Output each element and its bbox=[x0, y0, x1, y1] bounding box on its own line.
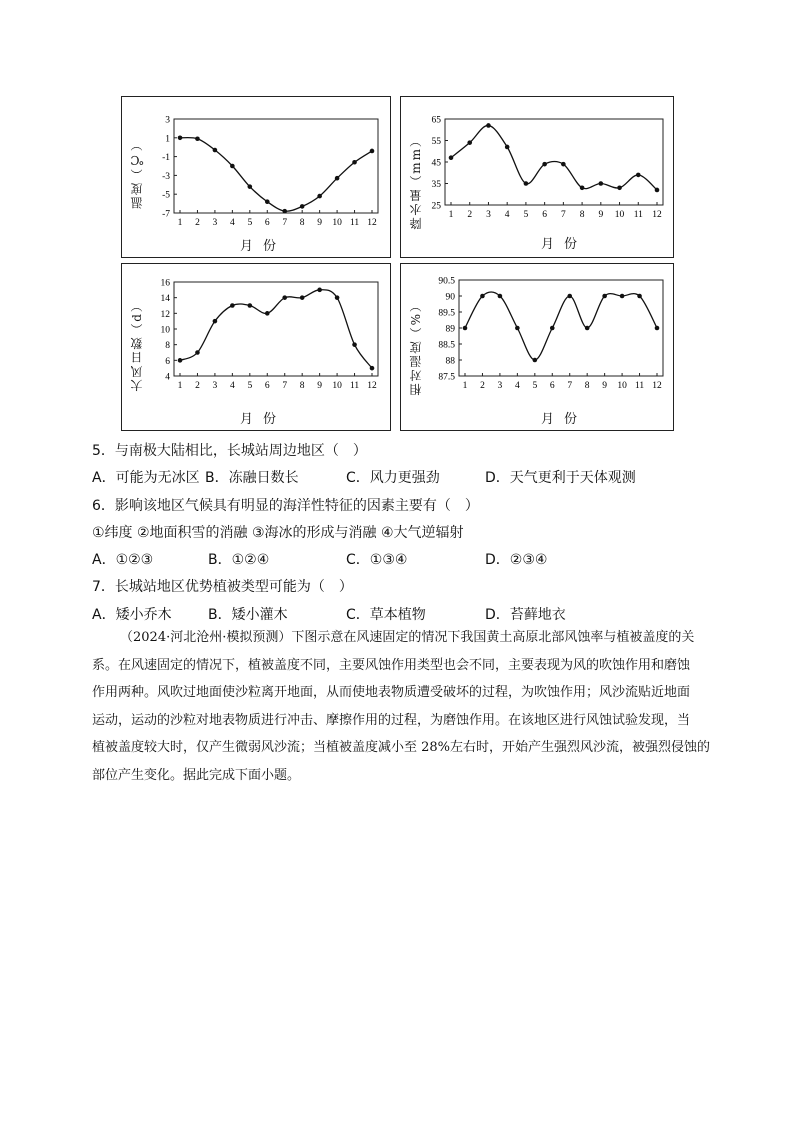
x-tick-label: 11 bbox=[349, 218, 360, 228]
data-point bbox=[230, 303, 235, 308]
x-tick-label: 6 bbox=[264, 381, 270, 391]
x-tick-label: 11 bbox=[633, 210, 643, 220]
y-tick-label: 90 bbox=[445, 292, 455, 303]
question-5-option-c[interactable]: C．风力更强劲 bbox=[346, 470, 440, 486]
series-line bbox=[180, 290, 372, 368]
y-tick-label: 89 bbox=[445, 324, 455, 335]
data-point bbox=[213, 319, 218, 324]
passage-line: 作用两种。风吹过地面使沙粒离开地面，从而使地表物质遭受破坏的过程，为吹蚀作用；风沙流贴近地面 bbox=[92, 685, 691, 700]
x-tick-label: 1 bbox=[462, 381, 468, 391]
series-line bbox=[451, 125, 657, 190]
x-tick-label: 5 bbox=[532, 381, 538, 391]
x-tick-label: 9 bbox=[598, 210, 604, 220]
humidity-x-axis-label: 月份 bbox=[541, 412, 588, 427]
x-tick-label: 8 bbox=[584, 381, 590, 391]
y-tick-label: -1 bbox=[162, 153, 170, 164]
data-point bbox=[620, 294, 625, 299]
data-point bbox=[599, 181, 604, 186]
data-point bbox=[617, 186, 622, 191]
data-point bbox=[352, 342, 357, 347]
data-point bbox=[335, 176, 340, 181]
question-7-option-b[interactable]: B．矮小灌木 bbox=[208, 607, 288, 623]
question-7-options bbox=[92, 604, 732, 624]
question-6-option-d[interactable]: D．②③④ bbox=[485, 552, 548, 568]
y-tick-label: 90.5 bbox=[438, 276, 455, 287]
y-tick-label: 8 bbox=[165, 341, 170, 352]
data-point bbox=[550, 326, 555, 331]
x-tick-label: 7 bbox=[567, 381, 573, 391]
data-point bbox=[282, 295, 287, 300]
x-tick-label: 8 bbox=[299, 218, 305, 228]
x-tick-label: 1 bbox=[177, 218, 183, 228]
series-line bbox=[180, 138, 372, 212]
y-tick-label: 45 bbox=[431, 158, 441, 169]
x-tick-label: 11 bbox=[634, 381, 645, 391]
question-5-options bbox=[92, 467, 732, 487]
data-point bbox=[213, 148, 218, 153]
y-tick-label: 1 bbox=[165, 134, 170, 145]
y-tick-label: 4 bbox=[165, 372, 170, 383]
data-point bbox=[370, 366, 375, 371]
x-tick-label: 2 bbox=[195, 381, 200, 391]
x-tick-label: 10 bbox=[614, 210, 625, 220]
x-tick-label: 9 bbox=[602, 381, 608, 391]
x-tick-label: 12 bbox=[367, 218, 377, 228]
data-point bbox=[561, 162, 566, 167]
x-tick-label: 2 bbox=[480, 381, 485, 391]
x-tick-label: 3 bbox=[497, 381, 503, 391]
wind-days-chart-panel bbox=[121, 263, 391, 431]
passage bbox=[92, 624, 725, 789]
y-tick-label: -3 bbox=[162, 171, 170, 182]
temperature-chart-panel bbox=[121, 96, 391, 258]
plot-frame bbox=[459, 280, 663, 376]
data-point bbox=[463, 326, 468, 331]
y-tick-label: 87.5 bbox=[438, 372, 455, 383]
data-point bbox=[505, 145, 510, 150]
question-6-stem: 6．影响该地区气候具有明显的海洋性特征的因素主要有（ ） bbox=[92, 498, 479, 514]
passage-line: 植被盖度较大时，仅产生微弱风沙流；当植被盖度减小至 28%左右时，开始产生强烈风沙流，被强烈侵蚀的 bbox=[92, 740, 711, 755]
data-point bbox=[498, 294, 503, 299]
data-point bbox=[370, 149, 375, 154]
y-tick-label: 88.5 bbox=[438, 340, 455, 351]
y-tick-label: 6 bbox=[165, 356, 170, 367]
y-tick-label: 35 bbox=[431, 180, 441, 190]
x-tick-label: 4 bbox=[514, 381, 520, 391]
wind-days-y-axis-label: 大风日数（d） bbox=[130, 298, 144, 392]
x-tick-label: 5 bbox=[247, 218, 253, 228]
x-tick-label: 1 bbox=[448, 210, 454, 220]
data-point bbox=[524, 181, 529, 186]
question-5-option-a[interactable]: A．可能为无冰区 bbox=[92, 470, 200, 486]
data-point bbox=[248, 303, 253, 308]
question-6-statements: ①纬度 ②地面积雪的消融 ③海冰的形成与消融 ④大气逆辐射 bbox=[92, 525, 464, 541]
data-point bbox=[637, 294, 642, 299]
x-tick-label: 11 bbox=[349, 381, 360, 391]
y-tick-label: 16 bbox=[160, 278, 170, 289]
data-point bbox=[178, 136, 183, 141]
data-point bbox=[515, 326, 520, 331]
x-tick-label: 10 bbox=[617, 381, 627, 391]
x-tick-label: 7 bbox=[282, 381, 288, 391]
passage-line: 部位产生变化。据此完成下面小题。 bbox=[92, 767, 301, 783]
x-tick-label: 10 bbox=[332, 381, 342, 391]
question-7-stem: 7．长城站地区优势植被类型可能为（ ） bbox=[92, 579, 353, 595]
data-point bbox=[265, 311, 270, 316]
data-point bbox=[265, 199, 270, 204]
question-5-option-d[interactable]: D．天气更利于天体观测 bbox=[485, 470, 636, 486]
x-tick-label: 6 bbox=[549, 381, 555, 391]
data-point bbox=[542, 162, 547, 167]
x-tick-label: 6 bbox=[542, 210, 548, 220]
data-point bbox=[317, 288, 322, 293]
question-5-option-b[interactable]: B．冻融日数长 bbox=[205, 470, 299, 486]
question-6-options bbox=[92, 549, 732, 569]
y-tick-label: 12 bbox=[160, 309, 170, 320]
temperature-x-axis-label: 月份 bbox=[240, 239, 287, 254]
question-7-option-a[interactable]: A．矮小乔木 bbox=[92, 607, 172, 623]
x-tick-label: 5 bbox=[247, 381, 253, 391]
data-point bbox=[567, 294, 572, 299]
y-tick-label: 14 bbox=[160, 294, 170, 305]
humidity-chart bbox=[401, 264, 673, 430]
data-point bbox=[480, 294, 485, 299]
data-point bbox=[655, 326, 660, 331]
data-point bbox=[636, 173, 641, 178]
plot-frame bbox=[174, 119, 378, 213]
x-tick-label: 4 bbox=[229, 381, 235, 391]
question-6-option-b[interactable]: B．①②④ bbox=[208, 552, 270, 568]
x-tick-label: 10 bbox=[332, 218, 342, 228]
x-tick-label: 2 bbox=[467, 210, 473, 220]
x-tick-label: 3 bbox=[486, 210, 491, 220]
y-tick-label: 55 bbox=[431, 137, 441, 147]
data-point bbox=[195, 350, 200, 355]
x-tick-label: 9 bbox=[317, 218, 323, 228]
y-tick-label: -7 bbox=[162, 209, 170, 220]
temperature-chart bbox=[122, 97, 390, 257]
precipitation-x-axis-label: 月份 bbox=[541, 237, 588, 252]
data-point bbox=[467, 140, 472, 145]
data-point bbox=[248, 184, 253, 189]
y-tick-label: 65 bbox=[431, 115, 441, 126]
y-tick-label: 3 bbox=[165, 115, 170, 126]
data-point bbox=[655, 188, 660, 193]
x-tick-label: 2 bbox=[195, 218, 200, 228]
x-tick-label: 4 bbox=[229, 218, 235, 228]
data-point bbox=[195, 136, 200, 141]
x-tick-label: 6 bbox=[264, 218, 270, 228]
x-tick-label: 7 bbox=[282, 218, 288, 228]
x-tick-label: 8 bbox=[579, 210, 585, 220]
data-point bbox=[602, 294, 607, 299]
wind-days-x-axis-label: 月份 bbox=[240, 412, 287, 427]
x-tick-label: 12 bbox=[652, 381, 662, 391]
y-tick-label: 10 bbox=[160, 325, 170, 336]
precipitation-y-axis-label: 降水量（mm） bbox=[409, 133, 423, 230]
passage-line: 运动，运动的沙粒对地表物质进行冲击、摩擦作用的过程，为磨蚀作用。在该地区进行风蚀试验发现，当 bbox=[92, 712, 691, 728]
temperature-y-axis-label: 温度（℃） bbox=[130, 137, 144, 209]
x-tick-label: 9 bbox=[317, 381, 323, 391]
data-point bbox=[352, 160, 357, 165]
x-tick-label: 12 bbox=[367, 381, 377, 391]
passage-line: （2024·河北沧州·模拟预测）下图示意在风速固定的情况下我国黄土高原北部风蚀率与植被盖度的关 bbox=[120, 630, 695, 645]
series-line bbox=[465, 292, 657, 360]
data-point bbox=[300, 295, 305, 300]
x-tick-label: 4 bbox=[504, 210, 510, 220]
humidity-y-axis-label: 相对湿度（%） bbox=[409, 298, 423, 396]
y-tick-label: 89.5 bbox=[438, 308, 455, 319]
x-tick-label: 5 bbox=[523, 210, 529, 220]
data-point bbox=[585, 326, 590, 331]
humidity-chart-panel bbox=[400, 263, 674, 431]
data-point bbox=[300, 204, 305, 209]
data-point bbox=[486, 123, 491, 128]
y-tick-label: -5 bbox=[162, 190, 170, 201]
data-point bbox=[580, 186, 585, 191]
y-tick-label: 88 bbox=[445, 356, 455, 367]
question-6-option-c[interactable]: C．①③④ bbox=[346, 552, 408, 568]
question-7-option-d[interactable]: D．苔藓地衣 bbox=[485, 607, 566, 623]
x-tick-label: 1 bbox=[177, 381, 183, 391]
data-point bbox=[317, 194, 322, 199]
data-point bbox=[449, 155, 454, 160]
y-tick-label: 25 bbox=[431, 201, 441, 212]
data-point bbox=[282, 209, 287, 214]
question-5-stem: 5．与南极大陆相比，长城站周边地区（ ） bbox=[92, 443, 367, 459]
x-tick-label: 12 bbox=[652, 210, 662, 220]
question-7-option-c[interactable]: C．草本植物 bbox=[346, 607, 426, 623]
wind-days-chart bbox=[122, 264, 390, 430]
question-6-option-a[interactable]: A．①②③ bbox=[92, 552, 154, 568]
data-point bbox=[533, 358, 538, 363]
data-point bbox=[230, 164, 235, 169]
x-tick-label: 3 bbox=[212, 381, 218, 391]
precipitation-chart-panel bbox=[400, 96, 674, 258]
passage-line: 系。在风速固定的情况下，植被盖度不同，主要风蚀作用类型也会不同，主要表现为风的吹蚀作用和磨蚀 bbox=[92, 657, 691, 673]
x-tick-label: 3 bbox=[212, 218, 218, 228]
x-tick-label: 8 bbox=[299, 381, 305, 391]
x-tick-label: 7 bbox=[560, 210, 566, 220]
data-point bbox=[335, 295, 340, 300]
precipitation-chart bbox=[401, 97, 673, 257]
plot-frame bbox=[174, 282, 378, 376]
data-point bbox=[178, 358, 183, 363]
